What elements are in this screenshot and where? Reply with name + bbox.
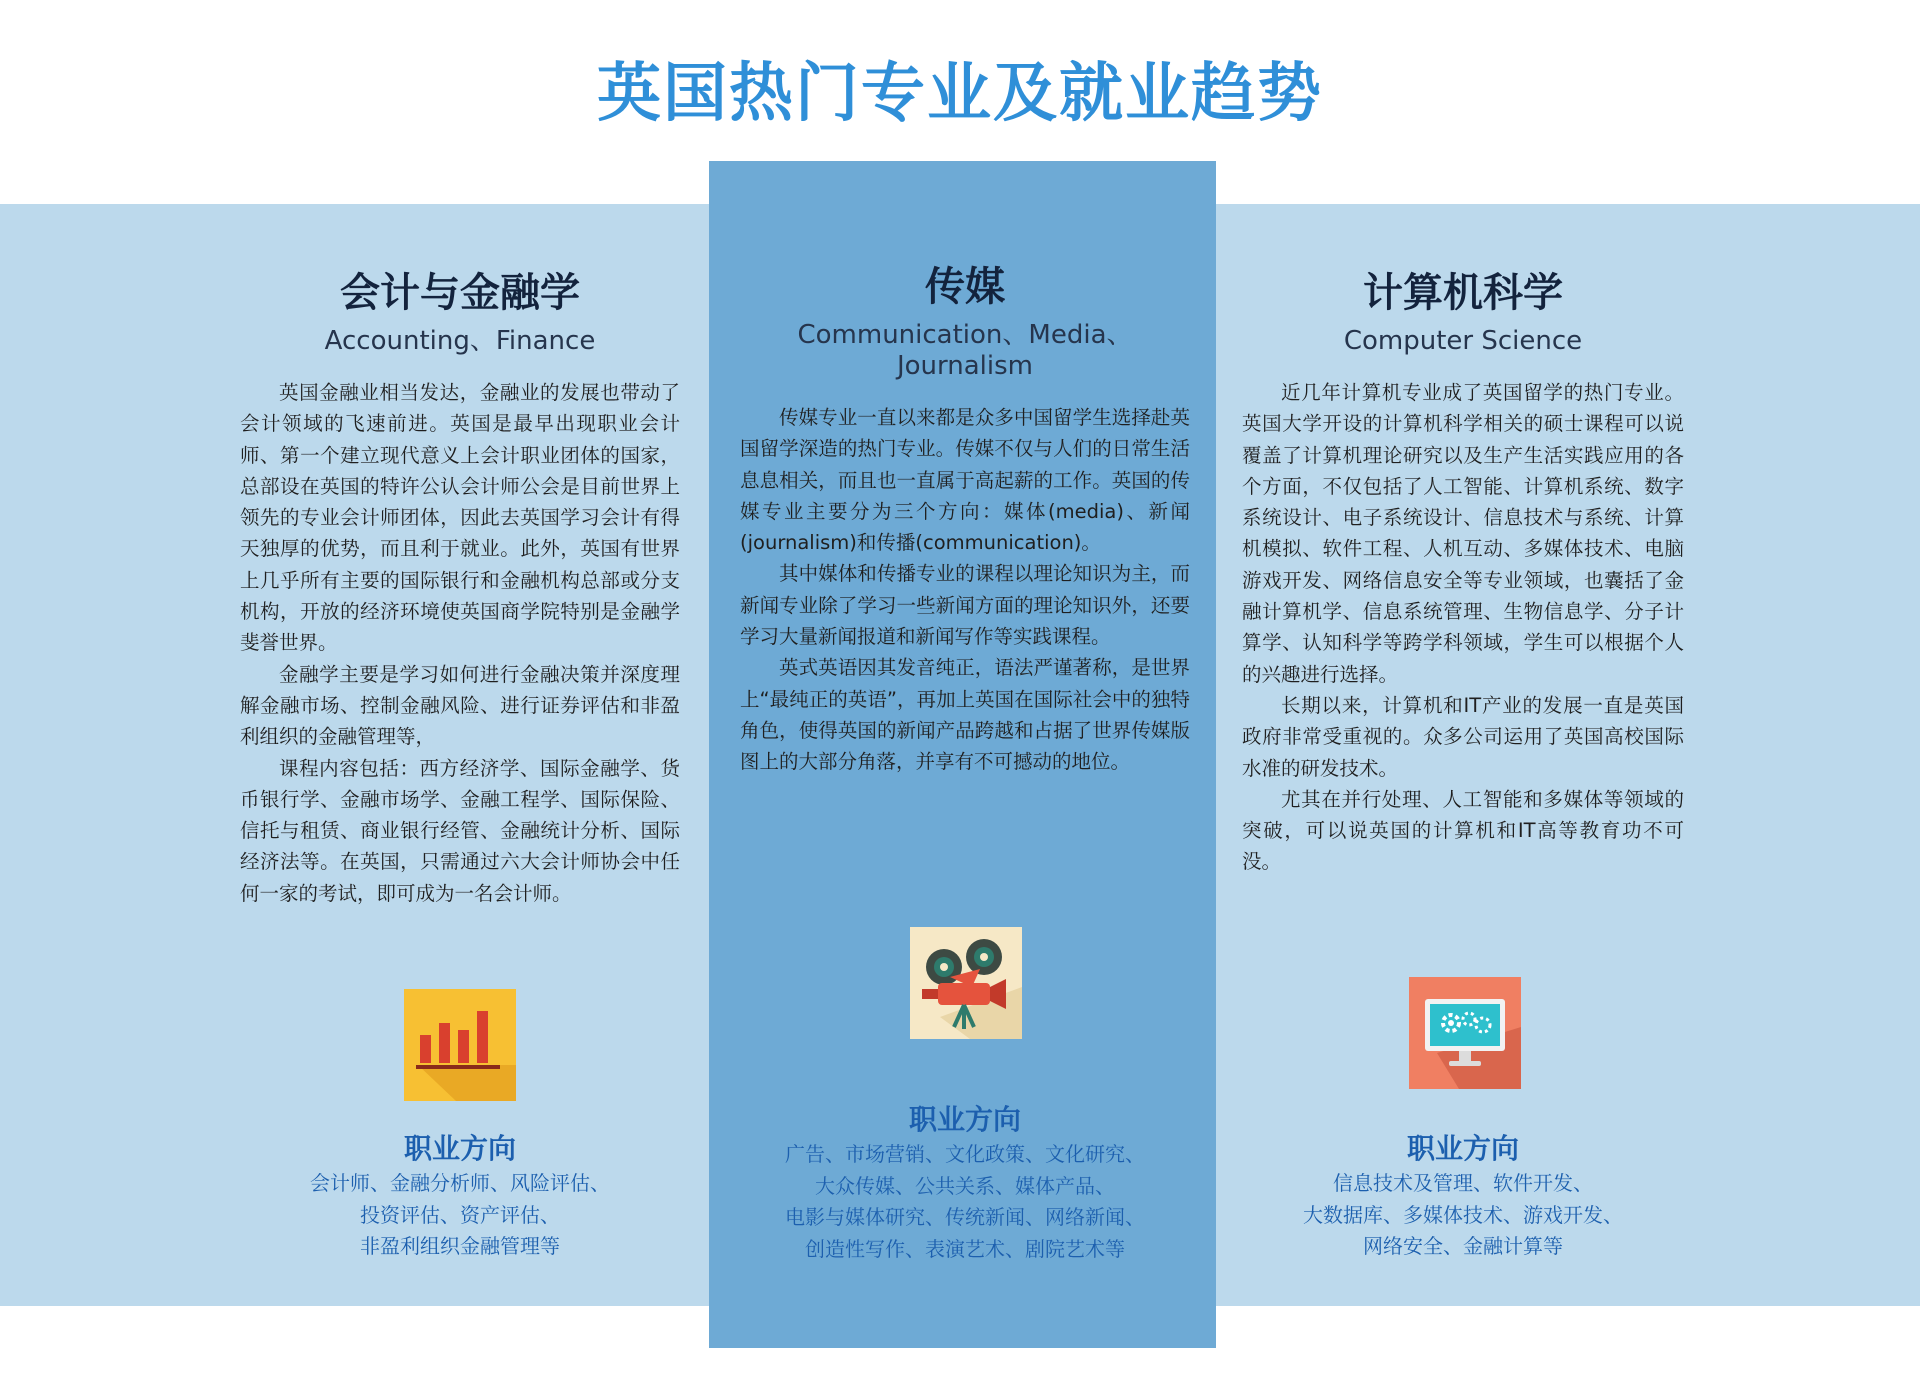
career-line: 广告、市场营销、文化政策、文化研究、 [785,1142,1145,1166]
column-media [740,262,1190,778]
career-list [240,1168,680,1263]
career-list [740,1139,1190,1265]
column-computer-science [1242,268,1684,878]
column-subtitle: Accounting、Finance [324,326,596,356]
body-paragraph: 英式英语因其发音纯正，语法严谨著称，是世界上“最纯正的英语”，再加上英国在国际社会中的独特角色，使得英国的新闻产品跨越和占据了世界传媒版图上的大部分角落，并享有不可撼动的地位。 [740,656,1190,774]
body-paragraph: 传媒专业一直以来都是众多中国留学生选择赴英国留学深造的热门专业。传媒不仅与人们的日常生活息息相关，而且也一直属于高起薪的工作。英国的传媒专业主要分为三个方向：媒体(media)、新闻(journalism)和传播(communication)。 [740,406,1190,555]
career-line: 会计师、金融分析师、风险评估、 [310,1171,610,1195]
career-line: 投资评估、资产评估、 [360,1202,560,1227]
column-subtitle: Communication、Media、 Journalism [797,320,1133,381]
body-paragraph: 课程内容包括：西方经济学、国际金融学、货币银行学、金融市场学、金融工程学、国际保险、信托与租赁、商业银行经管、金融统计分析、国际经济法等。在英国，只需通过六大会计师协会中任何一家的考试，即可成为一名会计师。 [240,756,680,905]
body-paragraph: 尤其在并行处理、人工智能和多媒体等领域的突破，可以说英国的计算机和IT高等教育功不可没。 [1242,787,1684,874]
career-line: 大众传媒、公共关系、媒体产品、 [815,1173,1115,1198]
career-heading: 职业方向 [403,1132,516,1165]
column-title: 会计与金融学 [340,270,580,316]
career-line: 大数据库、多媒体技术、游戏开发、 [1303,1202,1623,1227]
career-line: 网络安全、金融计算等 [1363,1234,1563,1258]
career-line: 非盈利组织金融管理等 [360,1234,560,1258]
body-paragraph: 其中媒体和传播专业的课程以理论知识为主，而新闻专业除了学习一些新闻方面的理论知识外，还要学习大量新闻报道和新闻写作等实践课程。 [740,562,1190,649]
body-paragraph: 近几年计算机专业成了英国留学的热门专业。英国大学开设的计算机科学相关的硕士课程可以说覆盖了计算机理论研究以及生产生活实践应用的各个方面，不仅包括了人工智能、计算机系统、数字系统设计、电子系统设计、信息技术与系统、计算机模拟、软件工程、人机互动、多媒体技术、电脑游戏开发、网络信息安全等专业领域，也囊括了金融计算机学、信息系统管理、生物信息学、分子计算学、认知科学等跨学科领域，学生可以根据个人的兴趣进行选择。 [1242,381,1684,686]
career-heading: 职业方向 [1406,1132,1519,1165]
film-camera-icon [910,927,1022,1039]
career-heading: 职业方向 [908,1103,1021,1136]
body-paragraph: 金融学主要是学习如何进行金融决策并深度理解金融市场、控制金融风险、进行证券评估和非盈利组织的金融管理等， [240,662,680,749]
bar-chart-icon [404,989,516,1101]
column-accounting-finance [240,268,680,909]
career-line: 创造性写作、表演艺术、剧院艺术等 [805,1236,1125,1261]
column-subtitle: Computer Science [1343,326,1583,356]
column-body [1242,377,1684,878]
career-line: 电影与媒体研究、传统新闻、网络新闻、 [785,1205,1145,1229]
career-line: 信息技术及管理、软件开发、 [1333,1171,1593,1195]
career-list [1242,1168,1684,1263]
page-title: 英国热门专业及就业趋势 [597,57,1323,131]
column-title: 传媒 [925,264,1005,310]
body-paragraph: 长期以来，计算机和IT产业的发展一直是英国政府非常受重视的。众多公司运用了英国高校国际水准的研发技术。 [1242,693,1684,780]
column-body [240,377,680,909]
body-paragraph: 英国金融业相当发达，金融业的发展也带动了会计领域的飞速前进。英国是最早出现职业会计师、第一个建立现代意义上会计职业团体的国家，总部设在英国的特许公认会计师公会是目前世界上领先的专业会计师团体，因此去英国学习会计有得天独厚的优势，而且利于就业。此外，英国有世界上几乎所有主要的国际银行和金融机构总部或分支机构，开放的经济环境使英国商学院特别是金融学斐誉世界。 [240,381,680,655]
computer-gears-icon [1409,977,1521,1089]
column-title: 计算机科学 [1363,270,1563,316]
column-body [740,402,1190,778]
